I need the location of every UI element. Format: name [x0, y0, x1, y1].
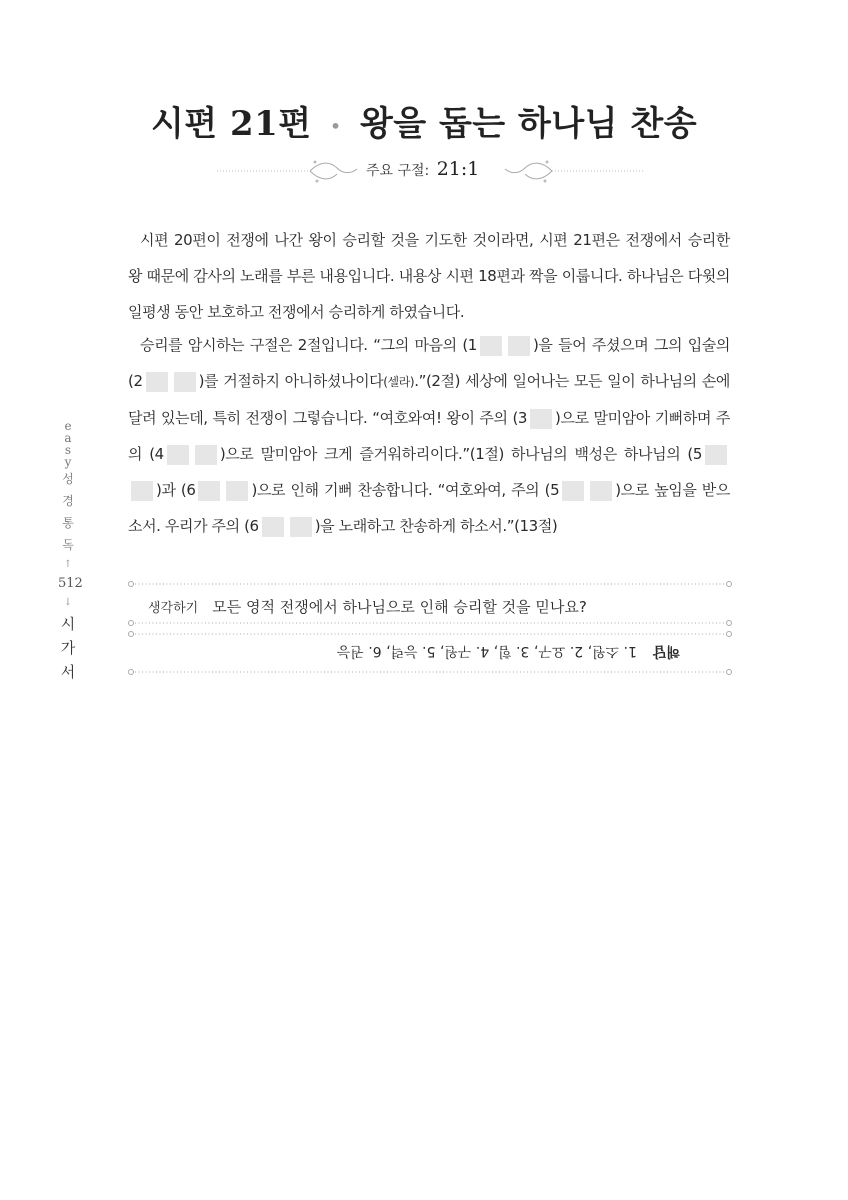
p2-seg2: )을 들어 주셨으며 그의 입술의 (2 [128, 336, 730, 390]
p2-seg1: 승리를 암시하는 구절은 2절입니다. “그의 마음의 (1 [140, 336, 477, 354]
key-verse-ref: 21:1 [436, 158, 480, 180]
side-running-header [58, 419, 83, 684]
blank-box [562, 481, 584, 501]
blank-box [226, 481, 248, 501]
divider-bottom [128, 668, 732, 676]
p2-seg4: .”(2절) 세상에 일어나는 모든 일이 하나님의 손에 달려 있는데, 특히 전쟁이 그렇습니다. “여호와여! 왕이 주의 (3 [128, 372, 730, 427]
blank-box [590, 481, 612, 501]
p2-seg6: )으로 말미암아 크게 즐거워하리이다.”(1절) 하나님의 백성은 하나님의 (5 [219, 445, 703, 463]
page-title [0, 96, 848, 145]
reflection-label: 생각하기 [148, 601, 199, 616]
left-ornament-icon [215, 156, 360, 186]
page-number: 512 [58, 576, 83, 591]
title-separator: • [329, 114, 342, 138]
series-letter: y [64, 455, 72, 469]
title-main: 시편 21편 [150, 104, 312, 144]
paragraph-1-text: 시편 20편이 전쟁에 나간 왕이 승리할 것을 기도한 것이라면, 시편 21편은 전쟁에서 승리한 왕 때문에 감사의 노래를 부른 내용입니다. 내용상 시편 18편과 짝을 이룹니다. 하나님은 다윗의 일평생 동안 보호하고 전쟁에서 승리하게 하였습니다. [128, 231, 730, 321]
section-char: 시 [60, 615, 76, 633]
blank-box [131, 481, 153, 501]
section-char: 가 [60, 639, 76, 657]
section-name-vertical [58, 612, 78, 684]
series-char: 성 [62, 472, 74, 486]
blank-box [195, 445, 217, 465]
blank-box [290, 517, 312, 537]
key-verse [366, 158, 479, 180]
blank-box [530, 409, 552, 429]
paragraph-2-text [128, 327, 730, 544]
divider-middle-1 [128, 619, 732, 627]
series-kor-vertical [58, 468, 78, 556]
divider-top [128, 580, 732, 588]
reflection-question [148, 596, 587, 617]
key-verse-row [0, 156, 848, 186]
p2-seg10: )을 노래하고 찬송하게 하소서.”(13절) [314, 517, 558, 535]
series-char: 독 [62, 538, 74, 552]
p2-seg5: )으로 말미암아 기뻐하며 주의 (4 [128, 409, 730, 463]
up-arrow-icon: ↑ [63, 559, 73, 570]
series-char: 경 [62, 494, 74, 508]
series-char: 통 [62, 516, 74, 530]
blank-box [198, 481, 220, 501]
p2-selah: (셀라) [383, 375, 415, 389]
answer-label: 해답 [652, 643, 680, 659]
p2-seg9: )으로 높임을 받으소서. 우리가 주의 (6 [128, 481, 730, 535]
p2-seg3: )를 거절하지 아니하셨나이다 [198, 372, 384, 390]
divider-middle-2 [128, 630, 732, 638]
series-name-vertical [58, 420, 78, 468]
series-letter: s [64, 443, 72, 457]
series-letter: e [64, 419, 72, 433]
p2-seg8: )으로 인해 기뻐 찬송합니다. “여호와여, 주의 (5 [251, 481, 560, 499]
key-verse-label: 주요 구절: [366, 163, 430, 179]
blank-box [146, 372, 168, 392]
blank-box [262, 517, 284, 537]
reflection-text: 모든 영적 전쟁에서 하나님으로 인해 승리할 것을 믿나요? [212, 598, 587, 616]
paragraph-1 [128, 222, 730, 330]
blank-box [705, 445, 727, 465]
answer-text: 1. 소원, 2. 요구, 3. 힘, 4. 구원, 5. 능력, 6. 권능 [336, 643, 637, 659]
blank-box [174, 372, 196, 392]
section-char: 서 [60, 663, 76, 681]
blank-box [480, 336, 502, 356]
blank-box [167, 445, 189, 465]
down-arrow-icon: ↓ [63, 597, 73, 608]
paragraph-2 [128, 327, 730, 544]
answer-key-upside-down [320, 642, 680, 662]
series-letter: a [64, 431, 72, 445]
title-sub: 왕을 돕는 하나님 찬송 [359, 104, 698, 144]
p2-seg7: )과 (6 [156, 481, 196, 499]
blank-box [508, 336, 530, 356]
right-ornament-icon [502, 156, 647, 186]
